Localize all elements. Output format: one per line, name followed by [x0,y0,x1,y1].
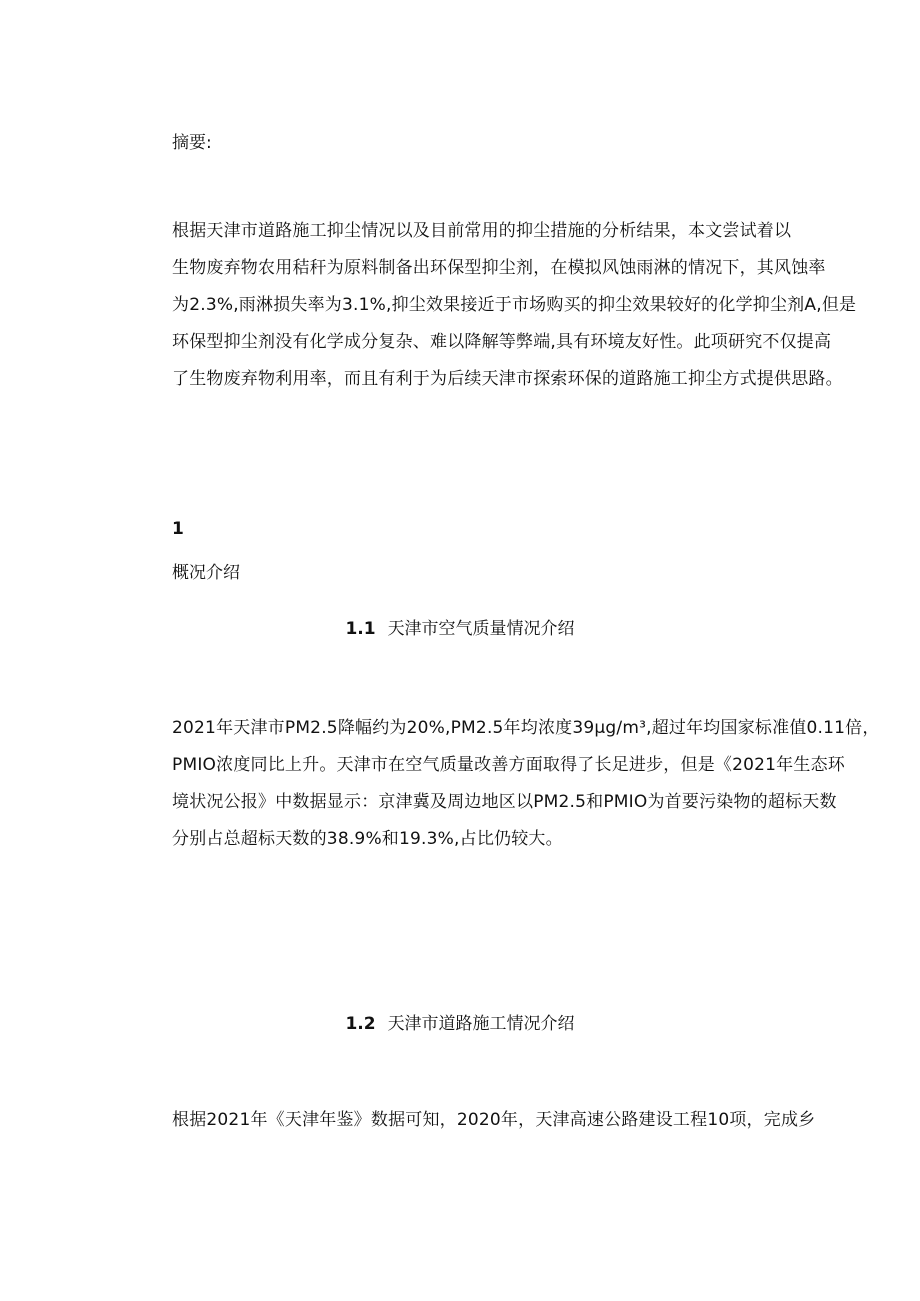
s12-line-1: 根据2021年《天津年鉴》数据可知，2020年，天津高速公路建设工程10项，完成乡 [172,1110,816,1130]
section-1-1-heading [0,618,920,640]
s11-line-1: 2021年天津市PM2.5降幅约为20%,PM2.5年均浓度39μg∕m³,超过年均国家标准值0.11倍， [172,718,880,738]
abstract-line-3: 为2.3%,雨淋损失率为3.1%,抑尘效果接近于市场购买的抑尘效果较好的化学抑尘剂A,但是 [172,295,857,315]
section-1-2-number: 1.2 [345,1014,376,1034]
section-1-1-title: 天津市空气质量情况介绍 [387,619,575,639]
abstract-heading: 摘要: [172,133,212,153]
section-1-1-number: 1.1 [345,619,376,639]
abstract-line-5: 了生物废弃物利用率，而且有利于为后续天津市探索环保的道路施工抑尘方式提供思路。 [172,369,843,389]
section-1-2-title: 天津市道路施工情况介绍 [387,1014,575,1034]
s11-line-4: 分别占总超标天数的38.9%和19.3%,占比仍较大。 [172,829,563,849]
section-1-title: 概况介绍 [172,563,240,583]
abstract-paragraph [172,213,857,398]
abstract-line-4: 环保型抑尘剂没有化学成分复杂、难以降解等弊端,具有环境友好性。此项研究不仅提高 [172,332,832,352]
section-1-1-paragraph [172,710,880,858]
abstract-line-1: 根据天津市道路施工抑尘情况以及目前常用的抑尘措施的分析结果，本文尝试着以 [172,221,792,241]
s11-line-3: 境状况公报》中数据显示：京津冀及周边地区以PM2.5和PMIO为首要污染物的超标天数 [172,792,837,812]
s11-line-2: PMIO浓度同比上升。天津市在空气质量改善方面取得了长足进步，但是《2021年生态环 [172,755,845,775]
abstract-line-2: 生物废弃物农用秸秆为原料制备出环保型抑尘剂，在模拟风蚀雨淋的情况下，其风蚀率 [172,258,826,278]
section-1-number: 1 [172,519,184,539]
section-1-2-paragraph [172,1102,816,1139]
section-1-2-heading [0,1013,920,1035]
